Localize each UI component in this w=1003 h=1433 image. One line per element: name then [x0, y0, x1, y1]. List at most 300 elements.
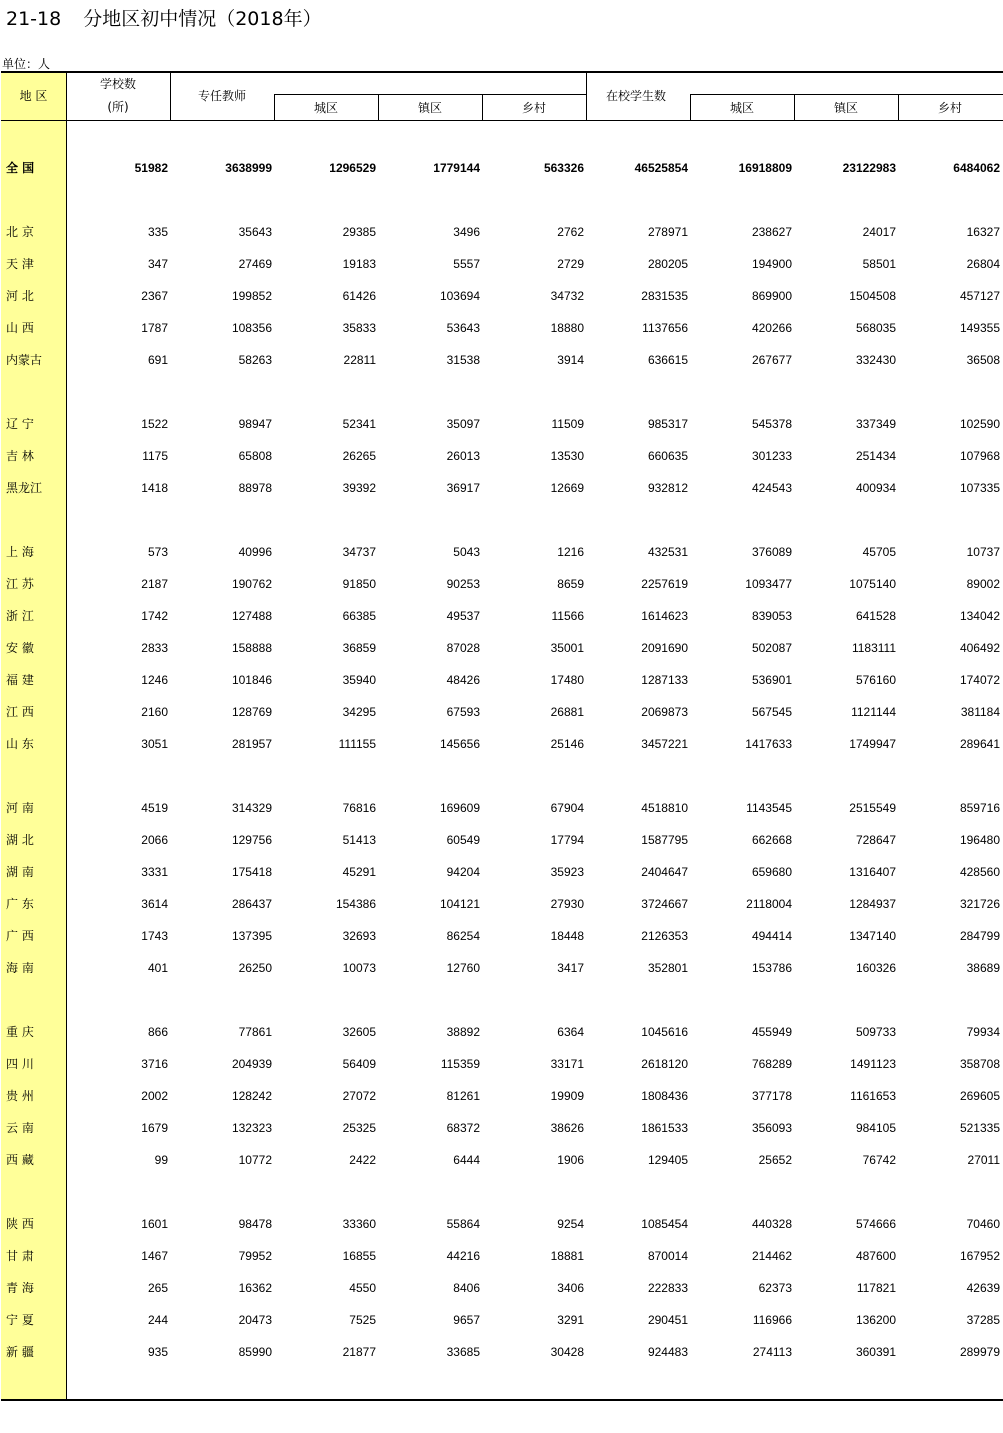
cell-teachers: 175418	[231, 865, 272, 879]
region-name: 海 南	[6, 961, 34, 975]
cell-teachers-rural: 34732	[550, 289, 584, 303]
region-name: 上 海	[6, 545, 34, 559]
cell-schools: 4519	[141, 801, 168, 815]
cell-teachers: 77861	[238, 1025, 272, 1039]
region-name: 辽 宁	[6, 417, 34, 431]
cell-schools: 1418	[141, 481, 168, 495]
header-schools-unit: (所)	[107, 100, 129, 114]
cell-students-rural: 428560	[959, 865, 1000, 879]
cell-teachers: 108356	[231, 321, 272, 335]
top-rule	[1, 71, 1003, 73]
cell-teachers-rural: 38626	[550, 1121, 584, 1135]
cell-students-rural: 10737	[966, 545, 1000, 559]
cell-teachers-urban: 91850	[342, 577, 376, 591]
cell-teachers-town: 68372	[446, 1121, 480, 1135]
cell-teachers-rural: 13530	[550, 449, 584, 463]
cell-teachers-rural: 27930	[550, 897, 584, 911]
cell-teachers-rural: 11509	[551, 417, 584, 431]
cell-schools: 3716	[141, 1057, 168, 1071]
cell-students-urban: 502087	[751, 641, 792, 655]
cell-students-rural: 321726	[959, 897, 1000, 911]
unit-label: 单位：人	[2, 57, 51, 71]
cell-teachers-urban: 35833	[342, 321, 376, 335]
cell-students: 660635	[647, 449, 688, 463]
cell-students-rural: 26804	[966, 257, 1000, 271]
header-bottom-rule	[1, 120, 1003, 121]
cell-teachers-town: 67593	[446, 705, 480, 719]
cell-teachers-rural: 563326	[543, 161, 584, 175]
cell-students: 1287133	[641, 673, 688, 687]
cell-students: 129405	[647, 1153, 688, 1167]
cell-students-town: 487600	[855, 1249, 896, 1263]
cell-students-urban: 662668	[751, 833, 792, 847]
cell-schools: 1787	[141, 321, 168, 335]
cell-teachers-urban: 56409	[342, 1057, 376, 1071]
cell-students-rural: 102590	[959, 417, 1000, 431]
cell-teachers-town: 5557	[453, 257, 480, 271]
cell-teachers-town: 3496	[453, 225, 480, 239]
cell-teachers-rural: 1216	[557, 545, 584, 559]
cell-students-rural: 79934	[966, 1025, 1000, 1039]
cell-teachers: 190762	[231, 577, 272, 591]
cell-students: 985317	[647, 417, 688, 431]
header-teachers-rural: 乡村	[521, 101, 546, 115]
page-title	[6, 4, 322, 31]
cell-teachers-town: 87028	[446, 641, 480, 655]
cell-students-town: 1347140	[849, 929, 896, 943]
cell-students-rural: 27011	[967, 1153, 1000, 1167]
cell-teachers-town: 94204	[446, 865, 480, 879]
cell-schools: 3614	[141, 897, 168, 911]
region-name: 山 东	[6, 737, 34, 751]
cell-students-rural: 859716	[959, 801, 1000, 815]
cell-teachers-rural: 12669	[550, 481, 584, 495]
cell-students-urban: 536901	[751, 673, 792, 687]
cell-teachers-town: 103694	[439, 289, 480, 303]
header-teachers-urban: 城区	[313, 101, 338, 115]
cell-students: 932812	[647, 481, 688, 495]
cell-schools: 1246	[141, 673, 168, 687]
region-name: 安 徽	[6, 641, 34, 655]
cell-teachers: 35643	[238, 225, 272, 239]
cell-students-rural: 289979	[959, 1345, 1000, 1359]
cell-students-rural: 381184	[960, 705, 1000, 719]
cell-students: 278971	[647, 225, 688, 239]
cell-students-urban: 238627	[751, 225, 792, 239]
cell-teachers-urban: 45291	[342, 865, 376, 879]
cell-teachers-urban: 36859	[342, 641, 376, 655]
region-name: 河 南	[6, 801, 34, 815]
cell-students-town: 332430	[855, 353, 896, 367]
cell-teachers-urban: 26265	[342, 449, 376, 463]
cell-teachers-urban: 27072	[342, 1089, 376, 1103]
header-region: 地 区	[19, 89, 48, 103]
cell-teachers-town: 36917	[446, 481, 480, 495]
cell-students-town: 117821	[856, 1281, 896, 1295]
cell-teachers-urban: 61426	[342, 289, 376, 303]
cell-students-rural: 457127	[959, 289, 1000, 303]
cell-students: 2618120	[641, 1057, 688, 1071]
cell-students-urban: 62373	[758, 1281, 792, 1295]
cell-students-rural: 42639	[966, 1281, 1000, 1295]
cell-teachers-rural: 19909	[550, 1089, 584, 1103]
header-divider	[586, 72, 587, 120]
cell-students: 352801	[647, 961, 688, 975]
cell-schools: 2002	[141, 1089, 168, 1103]
cell-teachers: 204939	[231, 1057, 272, 1071]
cell-students-rural: 38689	[966, 961, 1000, 975]
cell-students-urban: 116966	[752, 1313, 792, 1327]
cell-teachers-rural: 35923	[550, 865, 584, 879]
cell-teachers-rural: 8659	[557, 577, 584, 591]
cell-students-rural: 269605	[959, 1089, 1000, 1103]
cell-students-urban: 274113	[752, 1345, 792, 1359]
cell-students-town: 160326	[855, 961, 896, 975]
cell-teachers-town: 60549	[446, 833, 480, 847]
cell-students-town: 1284937	[849, 897, 896, 911]
cell-schools: 265	[147, 1281, 168, 1295]
cell-students-urban: 455949	[751, 1025, 792, 1039]
cell-schools: 244	[147, 1313, 168, 1327]
region-name: 江 西	[6, 705, 34, 719]
cell-students-urban: 659680	[751, 865, 792, 879]
cell-students: 4518810	[641, 801, 688, 815]
cell-students-urban: 420266	[751, 321, 792, 335]
region-name: 福 建	[6, 673, 34, 687]
cell-teachers-town: 26013	[446, 449, 480, 463]
cell-teachers-town: 38892	[446, 1025, 480, 1039]
region-name: 湖 南	[6, 865, 34, 879]
cell-students-town: 576160	[855, 673, 896, 687]
region-name: 内蒙古	[6, 353, 43, 367]
cell-teachers: 58263	[238, 353, 272, 367]
cell-teachers: 132323	[231, 1121, 272, 1135]
cell-schools: 401	[147, 961, 168, 975]
cell-teachers-town: 86254	[446, 929, 480, 943]
table-title: 分地区初中情况（2018年）	[83, 8, 322, 30]
cell-students: 870014	[647, 1249, 688, 1263]
cell-teachers-rural: 2762	[557, 225, 584, 239]
cell-teachers-rural: 35001	[550, 641, 584, 655]
cell-students: 3724667	[641, 897, 688, 911]
cell-students-town: 337349	[855, 417, 896, 431]
cell-schools: 3051	[141, 737, 168, 751]
cell-students-urban: 424543	[751, 481, 792, 495]
cell-teachers-urban: 21877	[342, 1345, 376, 1359]
cell-schools: 1175	[142, 449, 168, 463]
cell-teachers-rural: 67904	[550, 801, 584, 815]
cell-students-town: 568035	[855, 321, 896, 335]
cell-students-rural: 37285	[966, 1313, 1000, 1327]
cell-students-town: 1161653	[850, 1089, 896, 1103]
cell-students-town: 400934	[855, 481, 896, 495]
cell-students-town: 1749947	[849, 737, 896, 751]
cell-students-town: 509733	[855, 1025, 896, 1039]
header-schools: 学校数	[99, 77, 136, 91]
cell-students: 1614623	[641, 609, 688, 623]
cell-teachers-urban: 19183	[342, 257, 376, 271]
cell-teachers-rural: 30428	[550, 1345, 584, 1359]
region-column-divider	[66, 72, 67, 1400]
cell-teachers-rural: 33171	[550, 1057, 584, 1071]
cell-students-urban: 2118004	[746, 897, 792, 911]
cell-students: 290451	[647, 1313, 688, 1327]
cell-teachers-urban: 34295	[342, 705, 376, 719]
cell-teachers-rural: 17480	[550, 673, 584, 687]
cell-teachers-urban: 1296529	[329, 161, 376, 175]
cell-teachers: 158888	[231, 641, 272, 655]
cell-students-rural: 289641	[959, 737, 1000, 751]
region-name: 黑龙江	[6, 481, 43, 495]
cell-teachers: 10772	[238, 1153, 272, 1167]
cell-schools: 1742	[141, 609, 168, 623]
cell-schools: 51982	[134, 161, 168, 175]
cell-students: 2257619	[641, 577, 688, 591]
region-name: 四 川	[6, 1057, 34, 1071]
cell-students: 1808436	[641, 1089, 688, 1103]
cell-students: 2069873	[641, 705, 688, 719]
cell-teachers-urban: 32693	[342, 929, 376, 943]
cell-students-urban: 16918809	[738, 161, 792, 175]
cell-students: 280205	[647, 257, 688, 271]
cell-students-urban: 494414	[751, 929, 792, 943]
region-name: 新 疆	[6, 1345, 34, 1359]
cell-students-urban: 377178	[751, 1089, 792, 1103]
cell-students-urban: 194900	[751, 257, 792, 271]
cell-students: 2404647	[641, 865, 688, 879]
bottom-rule	[1, 1399, 1003, 1401]
cell-teachers-urban: 25325	[342, 1121, 376, 1135]
cell-teachers-rural: 3291	[557, 1313, 584, 1327]
cell-teachers-urban: 7525	[349, 1313, 376, 1327]
cell-teachers-urban: 4550	[349, 1281, 376, 1295]
cell-teachers: 128769	[231, 705, 272, 719]
cell-teachers-urban: 51413	[342, 833, 376, 847]
cell-students: 432531	[647, 545, 688, 559]
region-name: 山 西	[6, 321, 34, 335]
cell-teachers: 40996	[238, 545, 272, 559]
cell-students-town: 984105	[855, 1121, 896, 1135]
subheader-rule-students	[690, 94, 1003, 95]
cell-students-rural: 406492	[959, 641, 1000, 655]
cell-students-urban: 301233	[751, 449, 792, 463]
region-name: 广 东	[6, 897, 34, 911]
cell-teachers-rural: 6364	[557, 1025, 584, 1039]
cell-teachers: 286437	[231, 897, 272, 911]
cell-teachers-urban: 33360	[342, 1217, 376, 1231]
cell-teachers: 127488	[231, 609, 272, 623]
cell-teachers-rural: 11566	[551, 609, 584, 623]
cell-schools: 1679	[141, 1121, 168, 1135]
cell-teachers-urban: 154386	[335, 897, 376, 911]
cell-students-town: 641528	[855, 609, 896, 623]
header-students-rural: 乡村	[937, 101, 962, 115]
cell-students-rural: 6484062	[953, 161, 1000, 175]
cell-students: 1045616	[641, 1025, 688, 1039]
cell-teachers: 199852	[231, 289, 272, 303]
region-column-background	[1, 72, 66, 1400]
cell-teachers: 27469	[238, 257, 272, 271]
header-students-town: 镇区	[833, 101, 858, 115]
cell-students-town: 1183111	[851, 641, 896, 655]
cell-teachers-town: 31538	[446, 353, 480, 367]
cell-students-urban: 567545	[751, 705, 792, 719]
cell-schools: 1743	[141, 929, 168, 943]
cell-teachers: 20473	[238, 1313, 272, 1327]
cell-students-rural: 149355	[959, 321, 1000, 335]
cell-students-urban: 1417633	[745, 737, 792, 751]
cell-teachers: 3638999	[225, 161, 272, 175]
cell-teachers-town: 90253	[446, 577, 480, 591]
cell-students-town: 1121144	[851, 705, 896, 719]
cell-students: 924483	[647, 1345, 688, 1359]
cell-schools: 1467	[141, 1249, 168, 1263]
cell-students: 3457221	[641, 737, 688, 751]
cell-schools: 99	[154, 1153, 168, 1167]
cell-students-rural: 174072	[959, 673, 1000, 687]
cell-teachers-urban: 52341	[342, 417, 376, 431]
cell-students: 1085454	[641, 1217, 688, 1231]
region-name: 甘 肃	[6, 1249, 34, 1263]
region-name: 河 北	[6, 289, 34, 303]
region-name: 青 海	[6, 1281, 34, 1295]
cell-teachers-urban: 2422	[349, 1153, 376, 1167]
cell-teachers-town: 35097	[446, 417, 480, 431]
cell-students-town: 251434	[855, 449, 896, 463]
region-name: 湖 北	[6, 833, 34, 847]
cell-teachers: 137395	[231, 929, 272, 943]
cell-students-urban: 214462	[751, 1249, 792, 1263]
cell-students: 2831535	[641, 289, 688, 303]
header-teachers-town: 镇区	[417, 101, 442, 115]
cell-students-rural: 107335	[959, 481, 1000, 495]
cell-students-urban: 768289	[751, 1057, 792, 1071]
region-name: 西 藏	[6, 1153, 34, 1167]
cell-students: 1137656	[642, 321, 688, 335]
cell-students-town: 360391	[855, 1345, 896, 1359]
cell-students-town: 58501	[862, 257, 896, 271]
cell-teachers-urban: 16855	[342, 1249, 376, 1263]
cell-teachers: 98947	[238, 417, 272, 431]
region-name: 江 苏	[6, 577, 34, 591]
cell-teachers-rural: 1906	[557, 1153, 584, 1167]
subheader-rule-teachers	[274, 94, 586, 95]
header-students-urban: 城区	[729, 101, 754, 115]
cell-schools: 1601	[141, 1217, 168, 1231]
cell-students-rural: 134042	[959, 609, 1000, 623]
cell-teachers: 26250	[238, 961, 272, 975]
cell-students-town: 1504508	[849, 289, 896, 303]
cell-teachers: 79952	[238, 1249, 272, 1263]
cell-schools: 691	[147, 353, 168, 367]
cell-teachers-rural: 25146	[550, 737, 584, 751]
region-name: 天 津	[6, 257, 34, 271]
cell-teachers-urban: 10073	[342, 961, 376, 975]
cell-students: 222833	[647, 1281, 688, 1295]
cell-students-urban: 869900	[751, 289, 792, 303]
cell-schools: 935	[147, 1345, 168, 1359]
cell-students-rural: 36508	[966, 353, 1000, 367]
cell-teachers-urban: 35940	[342, 673, 376, 687]
cell-students-urban: 267677	[751, 353, 792, 367]
cell-teachers-rural: 3914	[557, 353, 584, 367]
cell-students-rural: 70460	[966, 1217, 1000, 1231]
cell-teachers-rural: 18880	[550, 321, 584, 335]
region-name: 重 庆	[6, 1025, 34, 1039]
region-name: 北 京	[6, 225, 34, 239]
cell-teachers-town: 49537	[446, 609, 480, 623]
region-name: 云 南	[6, 1121, 34, 1135]
region-name: 贵 州	[6, 1089, 34, 1103]
cell-teachers: 128242	[231, 1089, 272, 1103]
cell-teachers: 314329	[231, 801, 272, 815]
cell-schools: 3331	[141, 865, 168, 879]
cell-teachers-urban: 34737	[342, 545, 376, 559]
cell-teachers-rural: 18448	[550, 929, 584, 943]
cell-teachers: 101846	[231, 673, 272, 687]
cell-students-town: 1316407	[849, 865, 896, 879]
cell-schools: 866	[147, 1025, 168, 1039]
region-name: 吉 林	[6, 449, 34, 463]
cell-schools: 335	[147, 225, 168, 239]
cell-students-town: 1075140	[849, 577, 896, 591]
cell-teachers-rural: 3406	[557, 1281, 584, 1295]
cell-teachers-town: 33685	[446, 1345, 480, 1359]
cell-students: 1861533	[641, 1121, 688, 1135]
region-name: 全 国	[6, 161, 35, 175]
cell-students-town: 45705	[862, 545, 896, 559]
cell-teachers-town: 9657	[453, 1313, 480, 1327]
cell-teachers-urban: 39392	[342, 481, 376, 495]
header-students: 在校学生数	[606, 89, 667, 103]
cell-teachers: 281957	[231, 737, 272, 751]
cell-teachers-town: 169609	[439, 801, 480, 815]
cell-teachers-town: 1779144	[433, 161, 480, 175]
cell-students-town: 728647	[855, 833, 896, 847]
cell-students: 1587795	[641, 833, 688, 847]
cell-students-urban: 356093	[751, 1121, 792, 1135]
cell-teachers-urban: 32605	[342, 1025, 376, 1039]
cell-teachers-town: 5043	[453, 545, 480, 559]
cell-students-town: 136200	[855, 1313, 896, 1327]
cell-teachers-town: 8406	[453, 1281, 480, 1295]
cell-teachers-town: 44216	[446, 1249, 480, 1263]
cell-students-town: 2515549	[849, 801, 896, 815]
cell-students-town: 23122983	[842, 161, 896, 175]
cell-students-rural: 16327	[966, 225, 1000, 239]
cell-teachers-urban: 22811	[343, 353, 376, 367]
region-name: 广 西	[6, 929, 34, 943]
cell-teachers-town: 81261	[446, 1089, 480, 1103]
cell-students-rural: 107968	[959, 449, 1000, 463]
cell-students-rural: 89002	[966, 577, 1000, 591]
cell-teachers-rural: 17794	[550, 833, 584, 847]
cell-students-urban: 25652	[758, 1153, 792, 1167]
cell-students-urban: 153786	[751, 961, 792, 975]
cell-students: 2126353	[641, 929, 688, 943]
cell-teachers-town: 115359	[440, 1057, 480, 1071]
cell-teachers-town: 12760	[446, 961, 480, 975]
cell-students-urban: 545378	[751, 417, 792, 431]
cell-teachers-town: 6444	[453, 1153, 480, 1167]
cell-teachers-urban: 76816	[342, 801, 376, 815]
region-name: 陕 西	[6, 1217, 34, 1231]
cell-students: 636615	[647, 353, 688, 367]
cell-students-rural: 196480	[959, 833, 1000, 847]
cell-teachers-rural: 3417	[557, 961, 584, 975]
cell-teachers-town: 53643	[446, 321, 480, 335]
cell-teachers-town: 55864	[446, 1217, 480, 1231]
